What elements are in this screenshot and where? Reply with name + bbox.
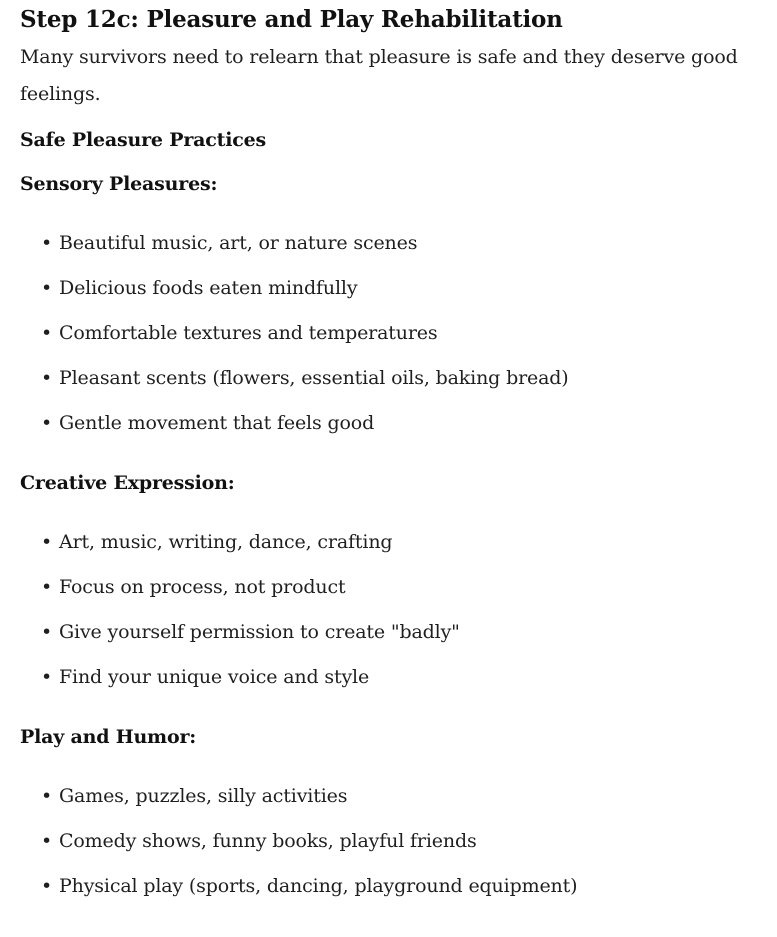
bullet-icon: • — [41, 875, 53, 897]
list-item — [20, 774, 777, 819]
bullet-icon: • — [41, 367, 53, 389]
list-item-text: Physical play (sports, dancing, playground equipment) — [59, 875, 578, 897]
list-item — [20, 356, 777, 401]
list-item — [20, 221, 777, 266]
bullet-icon: • — [41, 531, 53, 553]
list-item-text: Games, puzzles, silly activities — [59, 785, 348, 807]
bullet-icon: • — [41, 785, 53, 807]
list-item-text: Pleasant scents (flowers, essential oils, baking bread) — [59, 367, 569, 389]
safe-pleasure-practices-heading: Safe Pleasure Practices — [20, 129, 266, 151]
list-item-text: Comfortable textures and temperatures — [59, 322, 438, 344]
list-item-text: Art, music, writing, dance, crafting — [59, 531, 393, 553]
bullet-icon: • — [41, 666, 53, 688]
list-item-text: Beautiful music, art, or nature scenes — [59, 232, 418, 254]
list-item-text: Gentle movement that feels good — [59, 412, 375, 434]
list-item — [20, 401, 777, 446]
bullet-icon: • — [41, 830, 53, 852]
bullet-icon: • — [41, 232, 53, 254]
list-item-text: Focus on process, not product — [59, 576, 346, 598]
bullet-icon: • — [41, 412, 53, 434]
list-item — [20, 819, 777, 864]
list-item — [20, 655, 777, 700]
list-item — [20, 864, 777, 909]
section-heading-creative-expression: Creative Expression: — [20, 472, 235, 494]
bullet-icon: • — [41, 576, 53, 598]
section-heading-sensory-pleasures: Sensory Pleasures: — [20, 173, 218, 195]
list-item — [20, 520, 777, 565]
intro-paragraph: Many survivors need to relearn that pleasure is safe and they deserve good feelings. — [20, 46, 738, 105]
list-item — [20, 565, 777, 610]
creative-expression-list — [20, 502, 777, 700]
bullet-icon: • — [41, 322, 53, 344]
section-heading-play-and-humor: Play and Humor: — [20, 726, 197, 748]
list-item-text: Give yourself permission to create "badly" — [59, 621, 460, 643]
list-item — [20, 311, 777, 356]
list-item-text: Delicious foods eaten mindfully — [59, 277, 358, 299]
list-item — [20, 266, 777, 311]
sensory-pleasures-list — [20, 203, 777, 446]
list-item-text: Find your unique voice and style — [59, 666, 370, 688]
bullet-icon: • — [41, 621, 53, 643]
list-item — [20, 610, 777, 655]
list-item-text: Comedy shows, funny books, playful friends — [59, 830, 477, 852]
bullet-icon: • — [41, 277, 53, 299]
play-and-humor-list — [20, 756, 777, 909]
page-title: Step 12c: Pleasure and Play Rehabilitation — [20, 6, 563, 33]
